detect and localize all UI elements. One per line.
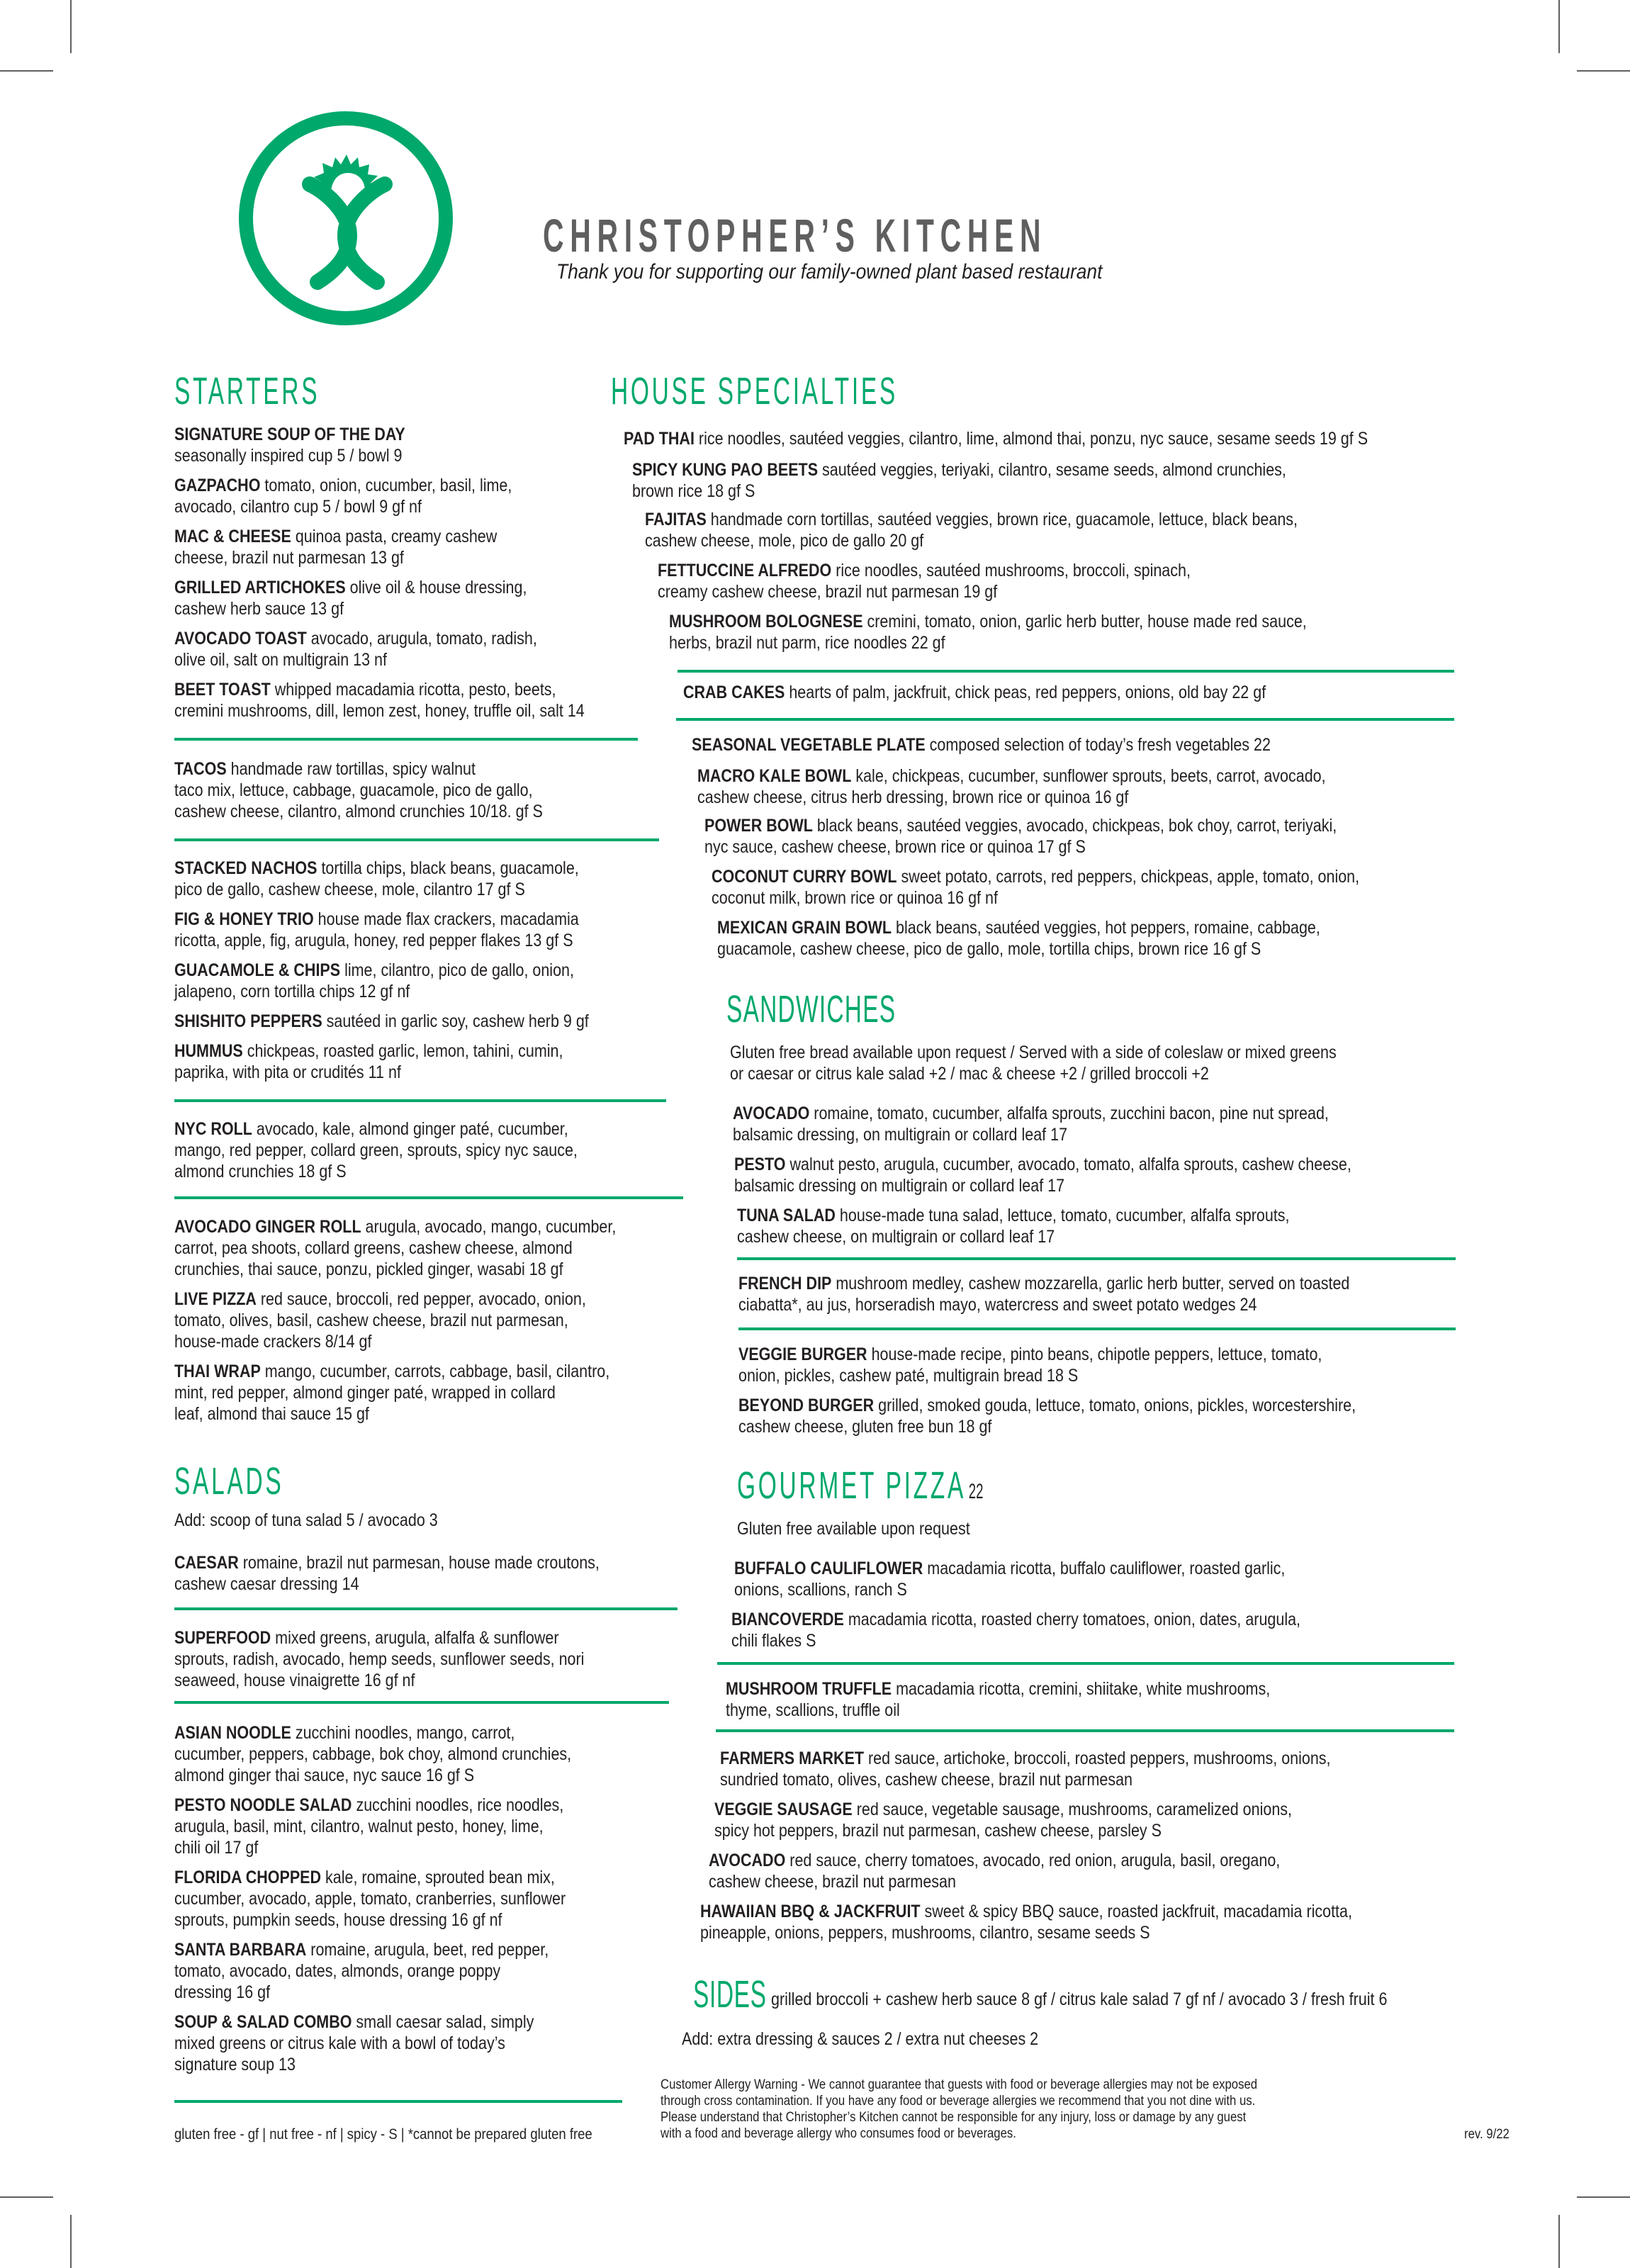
crop-mark — [0, 2196, 53, 2198]
menu-item: HAWAIIAN BBQ & JACKFRUIT sweet & spicy BBQ sauce, roasted jackfruit, macadamia ricotta, pineapple, onions, peppers, mushrooms, cilantro, sesame seeds S — [700, 1902, 1352, 1943]
menu-item: MEXICAN GRAIN BOWL black beans, sautéed veggies, hot peppers, romaine, cabbage, guacamole, cashew cheese, pico de gallo, mole, tortilla chips, brown rice 16 gf S — [717, 918, 1320, 959]
menu-item: CRAB CAKES hearts of palm, jackfruit, chick peas, red peppers, onions, old bay 22 gf — [683, 683, 1266, 702]
menu-item: LIVE PIZZA red sauce, broccoli, red pepper, avocado, onion, tomato, olives, basil, cashew cheese, brazil nut parmesan, house-made crackers 8/14 gf — [174, 1289, 586, 1352]
divider — [174, 1607, 678, 1610]
menu-item: MAC & CHEESE quinoa pasta, creamy cashew cheese, brazil nut parmesan 13 gf — [174, 527, 498, 568]
menu-item: VEGGIE SAUSAGE red sauce, vegetable sausage, mushrooms, caramelized onions, spicy hot peppers, brazil nut parmesan, cashew cheese, parsley S — [714, 1800, 1293, 1841]
divider — [737, 1257, 1456, 1260]
tagline: Thank you for supporting our family-owned plant based restaurant — [556, 260, 1103, 284]
menu-item: SOUP & SALAD COMBO small caesar salad, simply mixed greens or citrus kale with a bowl of today’s signature soup 13 — [174, 2012, 534, 2075]
menu-item: FAJITAS handmade corn tortillas, sautéed veggies, brown rice, guacamole, lettuce, black beans, cashew cheese, mole, pico de gallo 20 gf — [645, 510, 1298, 551]
menu-item: SIGNATURE SOUP OF THE DAY seasonally inspired cup 5 / bowl 9 — [174, 425, 405, 466]
dietary-legend: gluten free - gf | nut free - nf | spicy - S | *cannot be prepared gluten free — [174, 2126, 592, 2143]
section-heading-gourmet-pizza: GOURMET PIZZA 22 — [737, 1464, 984, 1507]
section-heading-starters: STARTERS — [174, 370, 320, 412]
divider — [678, 670, 1454, 673]
revision-date: rev. 9/22 — [1464, 2127, 1510, 2142]
menu-item: AVOCADO GINGER ROLL arugula, avocado, mango, cucumber, carrot, pea shoots, collard greens, cashew cheese, almond crunchies, thai sauce, ponzu, pickled ginger, wasabi 18 gf — [174, 1217, 617, 1279]
menu-item: GUACAMOLE & CHIPS lime, cilantro, pico de gallo, onion, jalapeno, corn tortilla chips 12 gf nf — [174, 960, 574, 1001]
sandwiches-note: Gluten free bread available upon request / Served with a side of coleslaw or mixed greens or caesar or citrus kale salad +2 / mac & cheese +2 / grilled broccoli +2 — [730, 1043, 1337, 1084]
section-heading-house-specialties: HOUSE SPECIALTIES — [611, 370, 898, 412]
section-heading-sandwiches: SANDWICHES — [726, 988, 896, 1031]
crop-mark — [1577, 70, 1630, 72]
menu-item: PAD THAI rice noodles, sautéed veggies, cilantro, lime, almond thai, ponzu, nyc sauce, sesame seeds 19 gf S — [624, 429, 1368, 449]
menu-item: PESTO walnut pesto, arugula, cucumber, avocado, tomato, alfalfa sprouts, cashew cheese, balsamic dressing on multigrain or collard leaf 17 — [734, 1155, 1351, 1196]
menu-item: SUPERFOOD mixed greens, arugula, alfalfa & sunflower sprouts, radish, avocado, hemp seeds, sunflower seeds, nori seaweed, house vinaigrette 16 gf nf — [174, 1628, 585, 1690]
menu-item: HUMMUS chickpeas, roasted garlic, lemon, tahini, cumin, paprika, with pita or crudités 11 nf — [174, 1041, 563, 1082]
crop-mark — [70, 0, 72, 53]
menu-item: MUSHROOM BOLOGNESE cremini, tomato, onion, garlic herb butter, house made red sauce, herbs, brazil nut parm, rice noodles 22 gf — [669, 612, 1307, 653]
menu-item: ASIAN NOODLE zucchini noodles, mango, carrot, cucumber, peppers, cabbage, bok choy, almond crunchies, almond ginger thai sauce, nyc sauce 16 gf S — [174, 1723, 572, 1785]
menu-item: TACOS handmade raw tortillas, spicy walnut taco mix, lettuce, cabbage, guacamole, pico de gallo, cashew cheese, cilantro, almond crunchies 10/18. gf S — [174, 759, 543, 821]
menu-item: AVOCADO TOAST avocado, arugula, tomato, radish, olive oil, salt on multigrain 13 nf — [174, 629, 537, 670]
crop-mark — [0, 70, 53, 72]
menu-item: NYC ROLL avocado, kale, almond ginger paté, cucumber, mango, red pepper, collard green, sprouts, spicy nyc sauce, almond crunchies 18 gf S — [174, 1119, 578, 1181]
menu-item: MUSHROOM TRUFFLE macadamia ricotta, cremini, shiitake, white mushrooms, thyme, scallions, truffle oil — [726, 1679, 1271, 1720]
divider — [174, 1099, 666, 1102]
menu-item: FETTUCCINE ALFREDO rice noodles, sautéed mushrooms, broccoli, spinach, creamy cashew cheese, brazil nut parmesan 19 gf — [658, 561, 1191, 602]
menu-item: FARMERS MARKET red sauce, artichoke, broccoli, roasted peppers, mushrooms, onions, sundried tomato, olives, cashew cheese, brazil nut parmesan — [720, 1748, 1331, 1790]
menu-item: AVOCADO romaine, tomato, cucumber, alfalfa sprouts, zucchini bacon, pine nut spread, balsamic dressing, on multigrain or collard leaf 17 — [733, 1104, 1329, 1145]
restaurant-name: CHRISTOPHER’S KITCHEN — [543, 209, 1047, 262]
menu-item: FLORIDA CHOPPED kale, romaine, sprouted bean mix, cucumber, avocado, apple, tomato, cranberries, sunflower sprouts, pumpkin seeds, house dressing 16 gf nf — [174, 1868, 566, 1930]
divider — [738, 1327, 1456, 1330]
section-heading-sides: SIDES — [693, 1973, 767, 2016]
menu-item: COCONUT CURRY BOWL sweet potato, carrots, red peppers, chickpeas, apple, tomato, onion, coconut milk, brown rice or quinoa 16 gf nf — [712, 867, 1360, 908]
divider — [174, 1701, 669, 1704]
menu-item: SPICY KUNG PAO BEETS sautéed veggies, teriyaki, cilantro, sesame seeds, almond crunchies, brown rice 18 gf S — [632, 460, 1286, 501]
pizza-price: 22 — [968, 1480, 984, 1503]
menu-item: FRENCH DIP mushroom medley, cashew mozzarella, garlic herb butter, served on toasted ciabatta*, au jus, horseradish mayo, watercress and sweet potato wedges 24 — [738, 1274, 1350, 1315]
sides-list: grilled broccoli + cashew herb sauce 8 gf / citrus kale salad 7 gf nf / avocado 3 / fresh fruit 6 — [771, 1989, 1388, 2009]
menu-item: GAZPACHO tomato, onion, cucumber, basil, lime, avocado, cilantro cup 5 / bowl 9 gf nf — [174, 476, 512, 517]
menu-item: SEASONAL VEGETABLE PLATE composed selection of today’s fresh vegetables 22 — [692, 735, 1271, 755]
divider — [676, 718, 1454, 721]
menu-item: FIG & HONEY TRIO house made flax crackers, macadamia ricotta, apple, fig, arugula, honey, red pepper flakes 13 gf S — [174, 909, 579, 950]
menu-item: BEET TOAST whipped macadamia ricotta, pesto, beets, cremini mushrooms, dill, lemon zest, honey, truffle oil, salt 14 — [174, 680, 585, 721]
divider — [717, 1662, 1454, 1665]
menu-item: PESTO NOODLE SALAD zucchini noodles, rice noodles, arugula, basil, mint, cilantro, walnut pesto, honey, lime, chili oil 17 gf — [174, 1795, 564, 1858]
menu-item: AVOCADO red sauce, cherry tomatoes, avocado, red onion, arugula, basil, oregano, cashew cheese, brazil nut parmesan — [709, 1851, 1281, 1892]
crop-mark — [1558, 2215, 1560, 2268]
allergy-warning: Customer Allergy Warning - We cannot guarantee that guests with food or beverage allergies may not be exposed through cross contamination. If you have any food or beverage allergies we recommend that you not dine with us. Please understand that Christopher’s Kitchen cannot be responsible for any injury, loss or damage by any guest with a food and beverage allergy who consumes food or beverages. — [661, 2077, 1258, 2141]
menu-item: GRILLED ARTICHOKES olive oil & house dressing, cashew herb sauce 13 gf — [174, 578, 527, 619]
menu-item: SANTA BARBARA romaine, arugula, beet, red pepper, tomato, avocado, dates, almonds, orange poppy dressing 16 gf — [174, 1940, 549, 2002]
divider — [174, 1196, 683, 1199]
menu-item: BIANCOVERDE macadamia ricotta, roasted cherry tomatoes, onion, dates, arugula, chili flakes S — [731, 1610, 1301, 1651]
divider — [716, 1729, 1454, 1732]
section-heading-salads: SALADS — [174, 1460, 284, 1503]
menu-item: STACKED NACHOS tortilla chips, black beans, guacamole, pico de gallo, cashew cheese, mole, cilantro 17 gf S — [174, 858, 579, 899]
menu-item: POWER BOWL black beans, sautéed veggies, avocado, chickpeas, bok choy, carrot, teriyaki, nyc sauce, cashew cheese, brown rice or quinoa 17 gf S — [704, 816, 1337, 857]
menu-item: THAI WRAP mango, cucumber, carrots, cabbage, basil, cilantro, mint, red pepper, almond ginger paté, wrapped in collard leaf, almond thai sauce 15 gf — [174, 1362, 610, 1424]
menu-item: SHISHITO PEPPERS sautéed in garlic soy, cashew herb 9 gf — [174, 1011, 589, 1031]
menu-item: CAESAR romaine, brazil nut parmesan, house made croutons, cashew caesar dressing 14 — [174, 1553, 600, 1594]
divider — [174, 838, 659, 841]
menu-item: MACRO KALE BOWL kale, chickpeas, cucumber, sunflower sprouts, beets, carrot, avocado, cashew cheese, citrus herb dressing, brown rice or quinoa 16 gf — [697, 766, 1326, 807]
crop-mark — [1558, 0, 1560, 53]
crop-mark — [70, 2215, 72, 2268]
menu-item: BEYOND BURGER grilled, smoked gouda, lettuce, tomato, onions, pickles, worcestershire, cashew cheese, gluten free bun 18 gf — [738, 1396, 1356, 1437]
divider — [174, 738, 638, 741]
pizza-note: Gluten free available upon request — [737, 1519, 970, 1539]
menu-item: TUNA SALAD house-made tuna salad, lettuce, tomato, cucumber, alfalfa sprouts, cashew cheese, on multigrain or collard leaf 17 — [737, 1206, 1290, 1247]
sides-add-note: Add: extra dressing & sauces 2 / extra nut cheeses 2 — [682, 2029, 1039, 2049]
crop-mark — [1577, 2196, 1630, 2198]
menu-item: VEGGIE BURGER house-made recipe, pinto beans, chipotle peppers, lettuce, tomato, onion, pickles, cashew paté, multigrain bread 18 S — [738, 1344, 1322, 1386]
menu-item: BUFFALO CAULIFLOWER macadamia ricotta, buffalo cauliflower, roasted garlic, onions, scallions, ranch S — [734, 1559, 1286, 1600]
brand-logo-icon — [236, 108, 456, 327]
salads-add-note: Add: scoop of tuna salad 5 / avocado 3 — [174, 1510, 438, 1530]
divider — [174, 2100, 622, 2103]
